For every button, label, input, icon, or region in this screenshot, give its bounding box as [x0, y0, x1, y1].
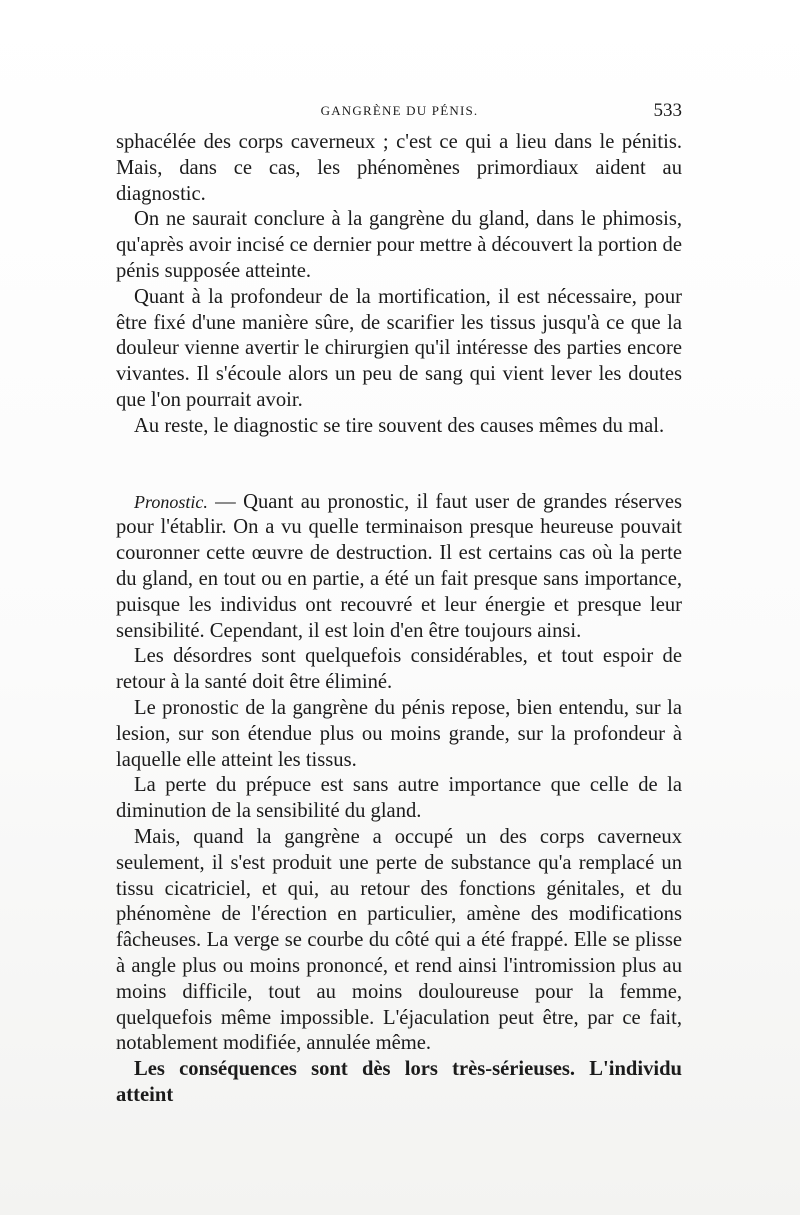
- paragraph-prognosis: [116, 490, 682, 645]
- running-head: [117, 100, 682, 122]
- paragraph-causes: Au reste, le diagnostic se tire souvent des causes mêmes du mal.: [134, 414, 665, 437]
- prognosis-label: Pronostic.: [134, 491, 208, 512]
- paragraph-depth: Quant à la profondeur de la mortification, il est nécessaire, pour être fixé d'une manière sûre, de scarifier les tissus jusqu'à ce que la douleur vienne avertir le chirurgien qu'il intéresse des parties encore vivantes. Il s'écoule alors un peu de sang qui vient lever les doutes que l'on pourrait avoir.: [116, 285, 682, 411]
- page-number: 533: [653, 100, 682, 121]
- paragraph-prepuce: La perte du prépuce est sans autre importance que celle de la diminution de la sensibilité du gland.: [116, 774, 682, 823]
- paragraph-prognosis-basis: Le pronostic de la gangrène du pénis repose, bien entendu, sur la lesion, sur son étendue plus ou moins grande, sur la profondeur à laquelle elle atteint les tissus.: [116, 696, 682, 771]
- paragraph-gland-diagnosis: On ne saurait conclure à la gangrène du gland, dans le phimosis, qu'après avoir incisé ce dernier pour mettre à découvert la portion de pénis supposée atteinte.: [116, 208, 682, 282]
- body-text: [116, 130, 682, 1109]
- paragraph-disorders: Les désordres sont quelquefois considérables, et tout espoir de retour à la santé doit être éliminé.: [116, 645, 682, 694]
- paragraph-continuation: sphacélée des corps caverneux ; c'est ce qui a lieu dans le pénitis. Mais, dans ce cas, les phénomènes primordiaux aident au diagnostic.: [116, 131, 682, 205]
- paragraph-corpora: Mais, quand la gangrène a occupé un des corps caverneux seulement, il s'est produit une perte de substance qu'a remplacé un tissu cicatriciel, et qui, au retour des fonctions génitales, et du phénomène de l'érection en particulier, amène des modifications fâcheuses. La verge se courbe du côté qui a été frappé. Elle se plisse à angle plus ou moins prononcé, et rend ainsi l'intromission plus au moins difficile, tout au moins douloureuse pour la femme, quelquefois même impossible. L'éjaculation peut être, par ce fait, notablement modifiée, annulée même.: [116, 825, 682, 1055]
- prognosis-text: — Quant au pronostic, il faut user de grandes réserves pour l'établir. On a vu quelle terminaison presque heureuse pouvait couronner cette œuvre de destruction. Il est certains cas où la perte du gland, en tout ou en partie, a été un fait presque sans importance, puisque les individus ont recouvré et leur énergie et presque leur sensibilité. Cependant, il est loin d'en être toujours ainsi.: [116, 490, 682, 642]
- running-title: GANGRÈNE DU PÉNIS.: [320, 103, 479, 118]
- paragraph-consequences: Les conséquences sont dès lors très-sérieuses. L'individu atteint: [116, 1058, 682, 1106]
